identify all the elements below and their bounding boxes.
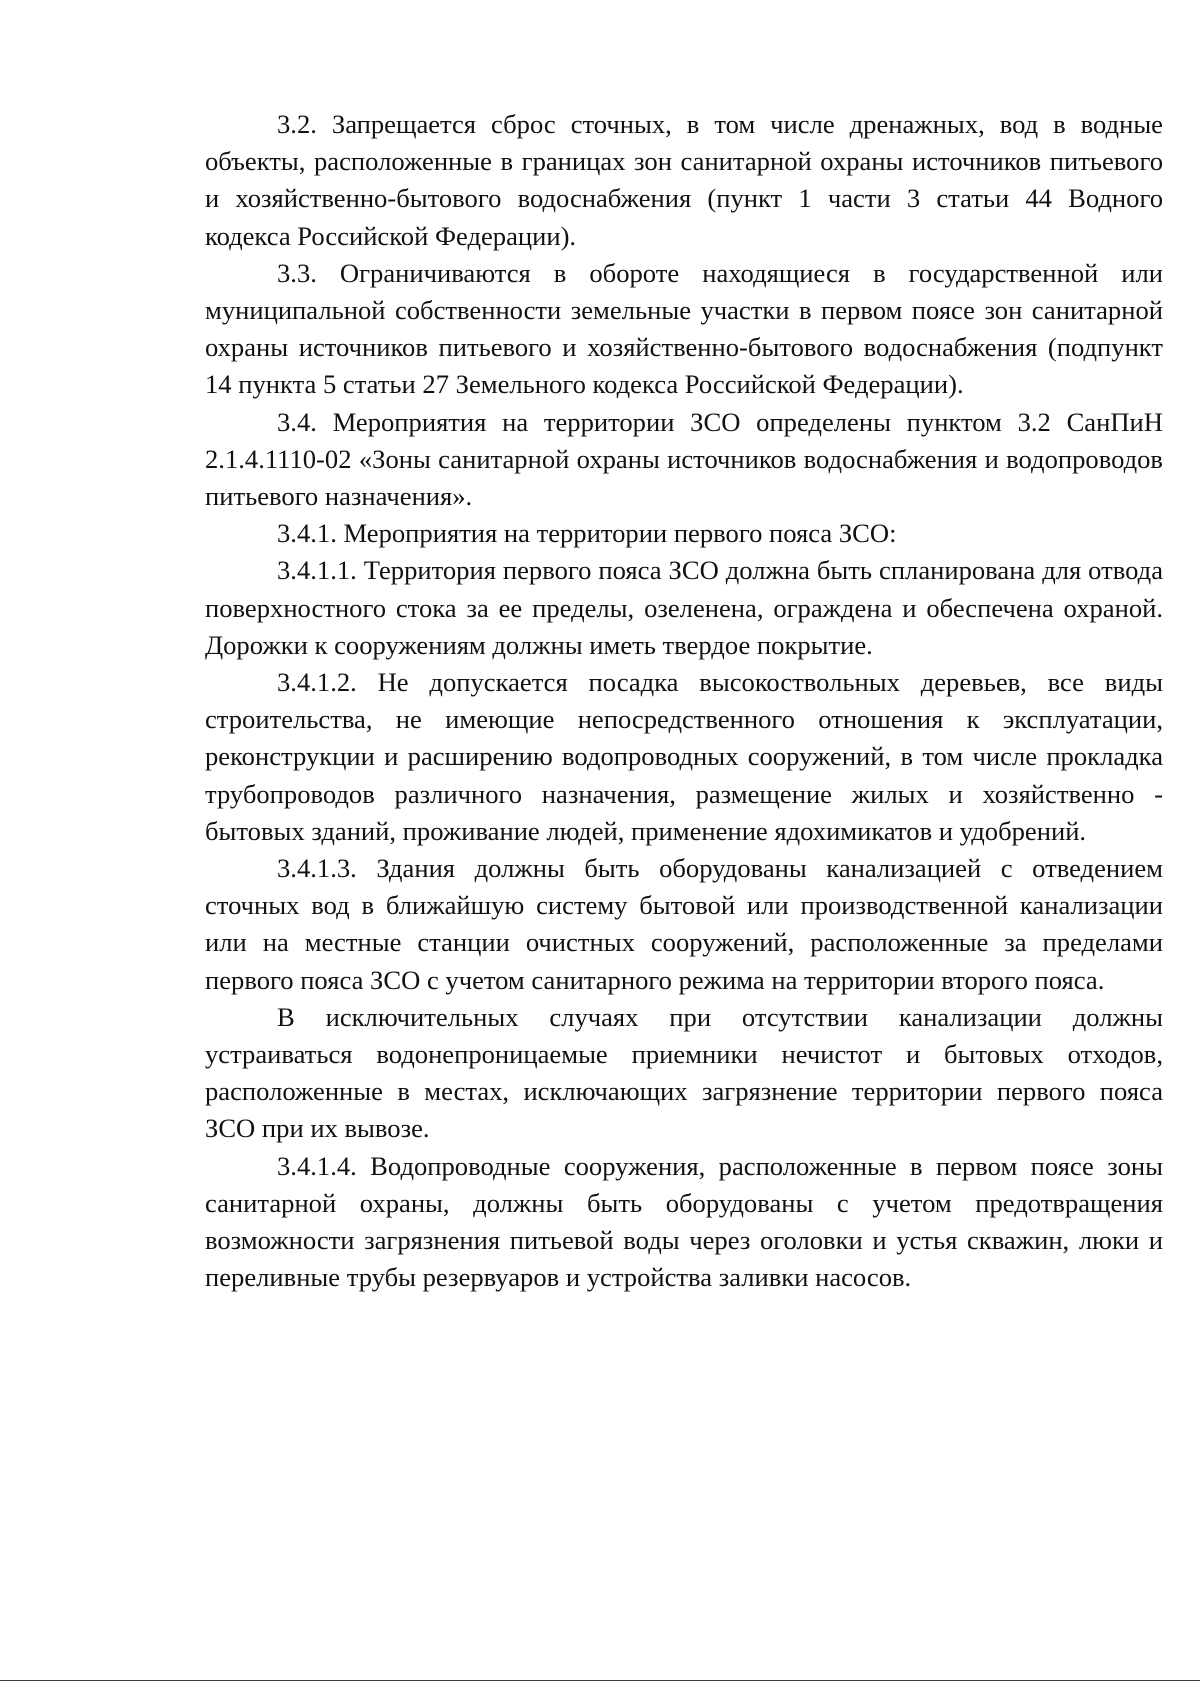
paragraph-3-3: 3.3. Ограничиваются в обороте находящиеся в государственной или муниципальной собственности земельные участки в первом поясе зон санитарной охраны источников питьевого и хозяйственно-бытового водоснабжения (подпункт 14 пункта 5 статьи 27 Земельного кодекса Российской Федерации). <box>205 257 1163 400</box>
paragraph-3-4-1-1: 3.4.1.1. Территория первого пояса ЗСО должна быть спланирована для отвода поверхностного стока за ее пределы, озеленена, ограждена и обеспечена охраной. Дорожки к сооружениям должны иметь твердое покрытие. <box>205 555 1163 660</box>
paragraph-3-4: 3.4. Мероприятия на территории ЗСО определены пунктом 3.2 СанПиН 2.1.4.1110-02 «Зоны санитарной охраны источников водоснабжения и водопроводов питьевого назначения». <box>205 406 1163 512</box>
paragraph-3-4-1-2: 3.4.1.2. Не допускается посадка высокоствольных деревьев, все виды строительства, не имеющие непосредственного отношения к эксплуатации, реконструкции и расширению водопроводных сооружений, в том числе прокладка трубопроводов различного назначения, размещение жилых и хозяйственно - бытовых зданий, проживание людей, применение ядохимикатов и удобрений. <box>205 667 1163 846</box>
paragraph-3-4-1-3: 3.4.1.3. Здания должны быть оборудованы канализацией с отведением сточных вод в ближайшую систему бытовой или производственной канализации или на местные станции очистных сооружений, расположенные за пределами первого пояса ЗСО с учетом санитарного режима на территории второго пояса. <box>205 853 1163 995</box>
document-body <box>205 106 1163 1297</box>
paragraph-exceptional-cases: В исключительных случаях при отсутствии канализации должны устраиваться водонепроницаемые приемники нечистот и бытовых отходов, расположенные в местах, исключающих загрязнение территории первого пояса ЗСО при их вывозе. <box>205 1001 1163 1144</box>
page-bottom-edge-line <box>0 1680 1200 1681</box>
paragraph-3-4-1: 3.4.1. Мероприятия на территории первого пояса ЗСО: <box>277 518 897 549</box>
paragraph-3-2: 3.2. Запрещается сброс сточных, в том числе дренажных, вод в водные объекты, расположенные в границах зон санитарной охраны источников питьевого и хозяйственно-бытового водоснабжения (пункт 1 части 3 статьи 44 Водного кодекса Российской Федерации). <box>205 109 1163 251</box>
paragraph-3-4-1-4: 3.4.1.4. Водопроводные сооружения, расположенные в первом поясе зоны санитарной охраны, должны быть оборудованы с учетом предотвращения возможности загрязнения питьевой воды через оголовки и устья скважин, люки и переливные трубы резервуаров и устройства заливки насосов. <box>205 1150 1163 1293</box>
